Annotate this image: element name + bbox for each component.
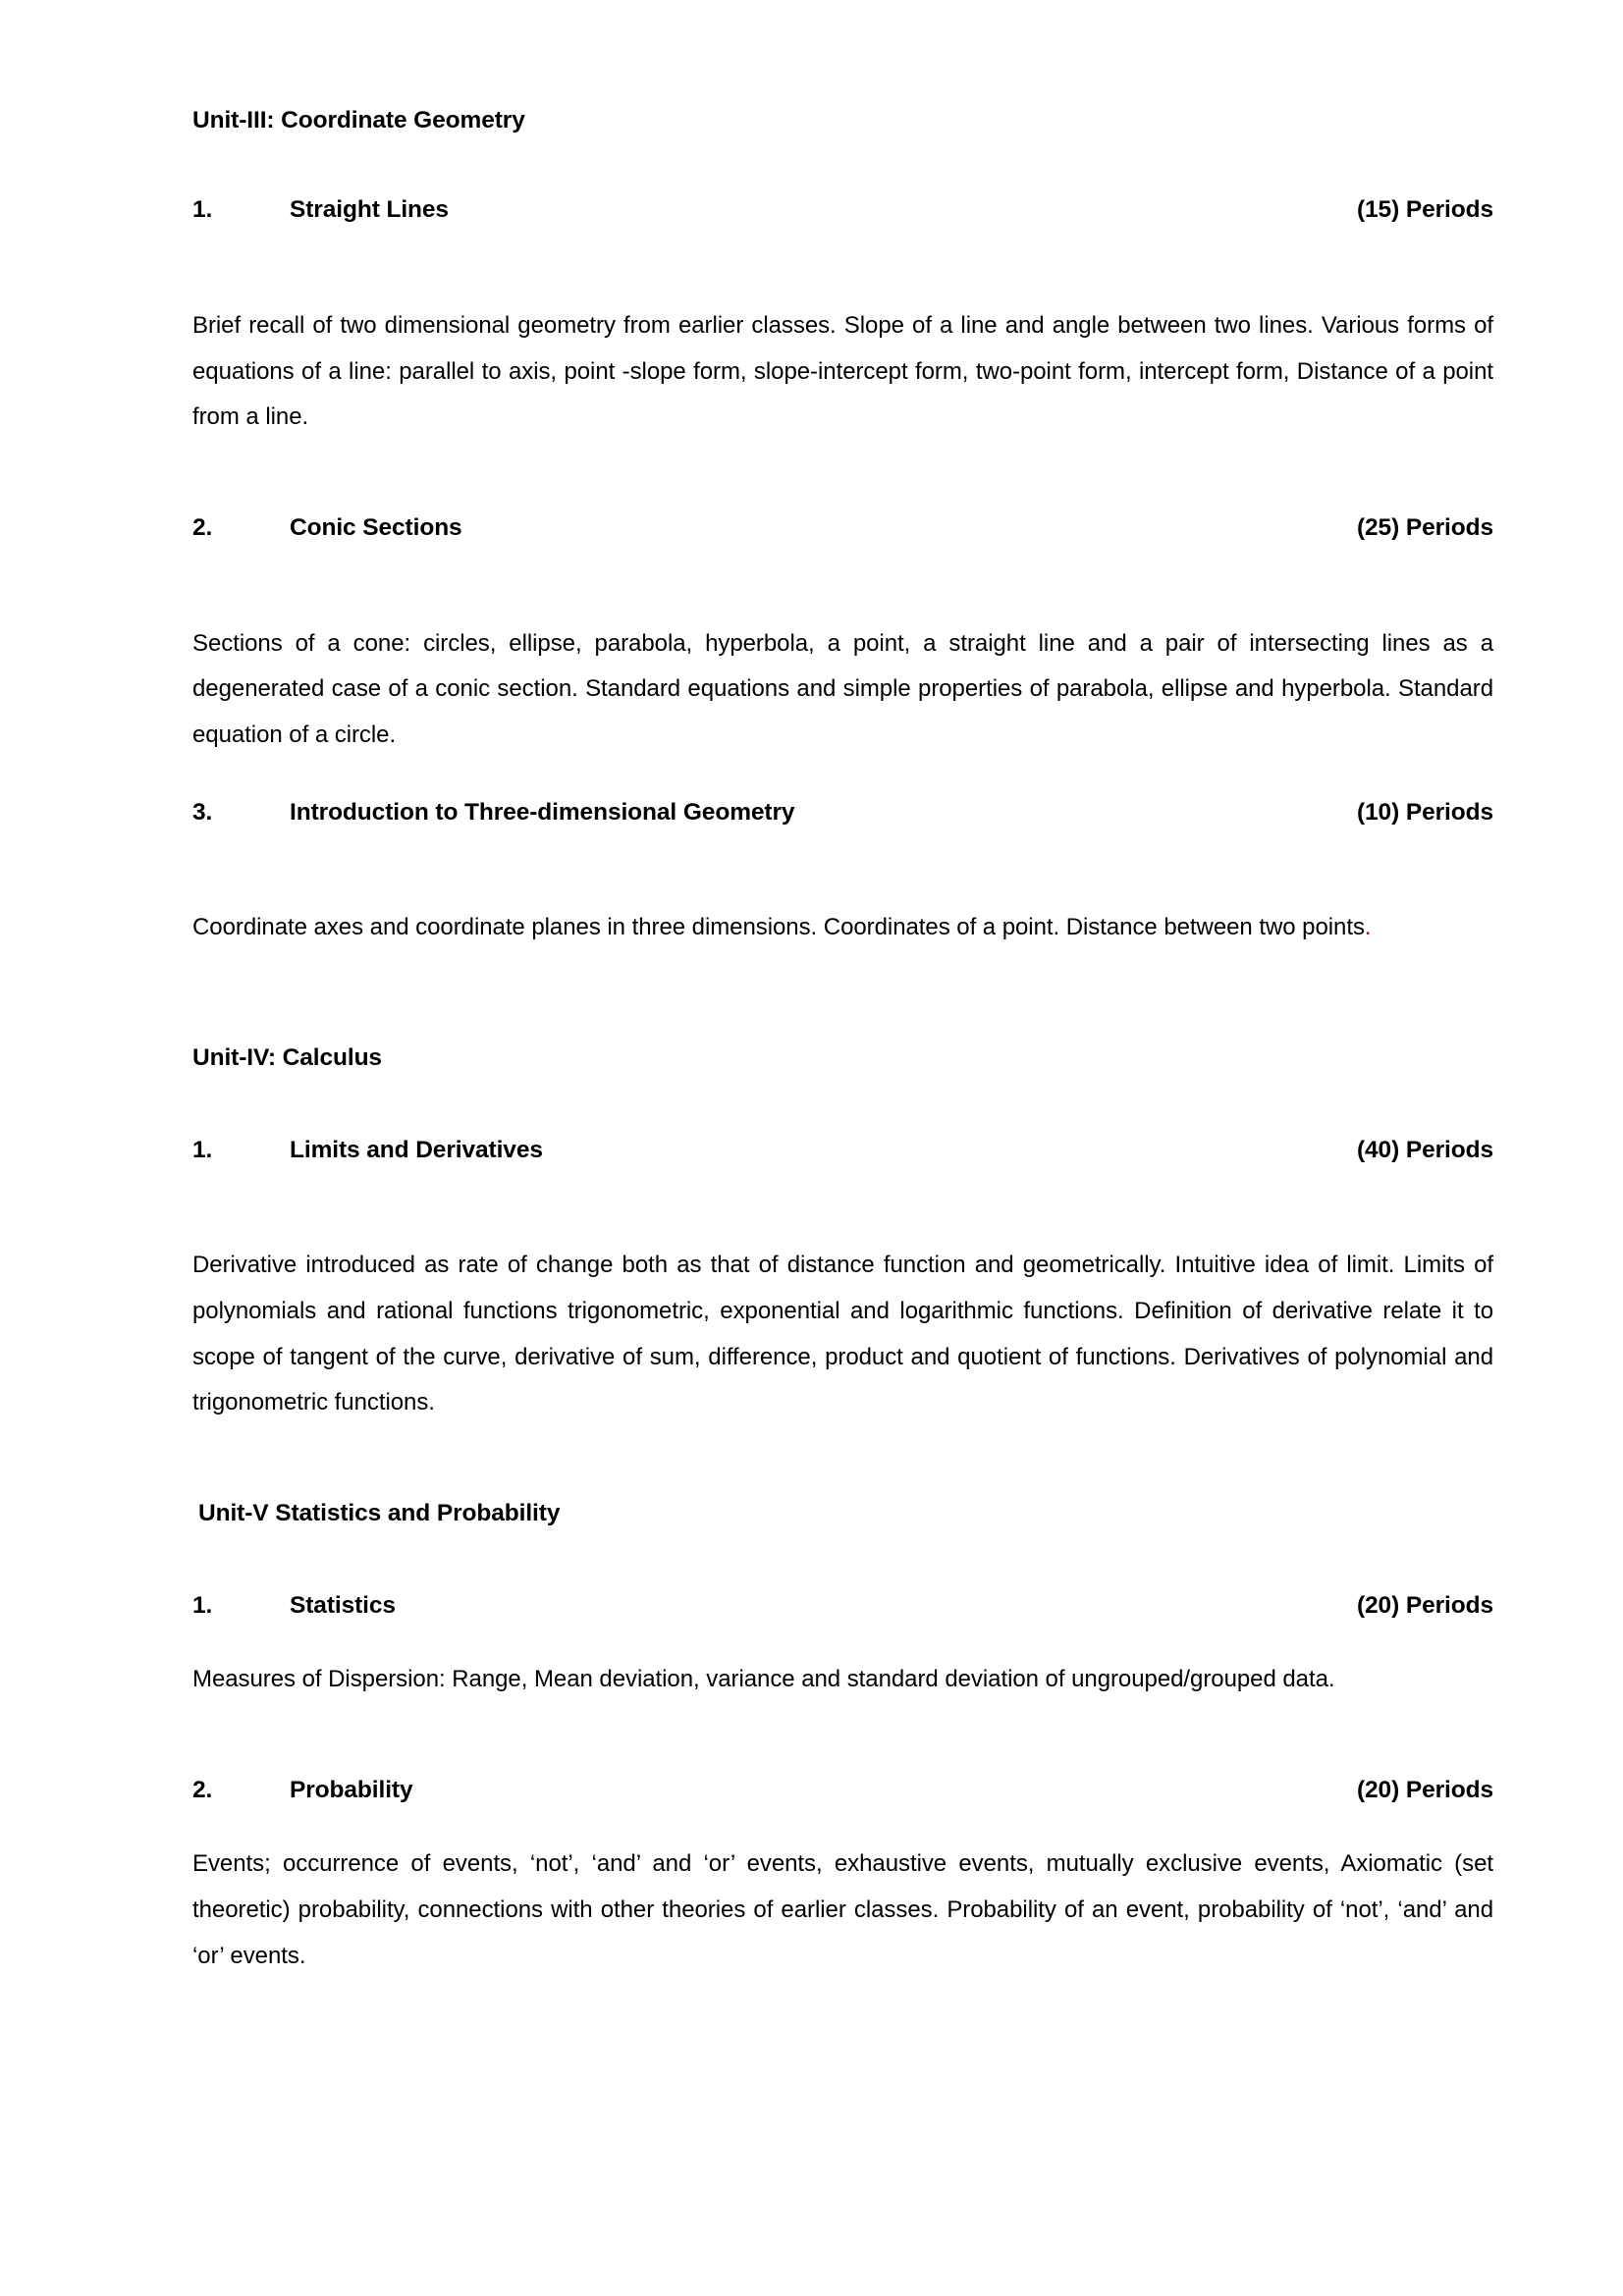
topic-periods: (10) Periods [1356, 798, 1493, 826]
topic-row-probability [192, 1776, 1493, 1804]
page-content [192, 0, 1493, 2002]
topic-periods: (40) Periods [1356, 1136, 1493, 1163]
topic-title: Conic Sections [290, 514, 462, 542]
topic-number: 1. [192, 196, 213, 224]
topic-row-limits-and-derivatives [192, 1136, 1493, 1164]
topic-body-statistics: Measures of Dispersion: Range, Mean deviation, variance and standard deviation of ungrouped/grouped data. [192, 1665, 1335, 1692]
topic-row-statistics [192, 1591, 1493, 1620]
topic-body-limits-and-derivatives: Derivative introduced as rate of change both as that of distance function and geometrically. Intuitive idea of limit. Limits of polynomials and rational functions trigonometric, exponential and logarithmic functions. Definition of derivative relate it to scope of tangent of the curve, derivative of sum, difference, product and quotient of functions. Derivatives of polynomial and trigonometric functions. [192, 1251, 1493, 1416]
topic-body-probability: Events; occurrence of events, ‘not’, ‘and’ and ‘or’ events, exhaustive events, mutually exclusive events, Axiomatic (set theoretic) probability, connections with other theories of earlier classes. Probability of an event, probability of ‘not’, ‘and’ and ‘or’ events. [192, 1850, 1493, 1969]
topic-title: Statistics [290, 1591, 396, 1619]
topic-periods: (25) Periods [1356, 514, 1493, 542]
topic-number: 3. [192, 798, 213, 826]
unit-heading-calculus: Unit-IV: Calculus [192, 1044, 382, 1072]
topic-title: Straight Lines [290, 196, 449, 224]
topic-title: Probability [290, 1776, 413, 1803]
topic-body-conic-sections: Sections of a cone: circles, ellipse, parabola, hyperbola, a point, a straight line and a pair of intersecting lines as a degenerated case of a conic section. Standard equations and simple properties of parabola, ellipse and hyperbola. Standard equation of a circle. [192, 629, 1493, 749]
topic-title: Introduction to Three-dimensional Geometry [290, 798, 795, 826]
unit-heading-coordinate-geometry: Unit-III: Coordinate Geometry [192, 107, 525, 133]
topic-row-conic-sections [192, 513, 1493, 542]
topic-number: 2. [192, 1776, 213, 1803]
topic-number: 2. [192, 514, 213, 542]
topic-body-three-dimensional-geometry [192, 905, 1493, 951]
unit-heading-statistics-and-probability: Unit-V Statistics and Probability [198, 1500, 561, 1527]
topic-body-straight-lines: Brief recall of two dimensional geometry from earlier classes. Slope of a line and angle between two lines. Various forms of equations of a line: parallel to axis, point -slope form, slope-intercept form, two-point form, intercept form, Distance of a point from a line. [192, 311, 1493, 431]
topic-number: 1. [192, 1136, 213, 1163]
red-period-mark: . [1364, 914, 1372, 941]
topic-row-three-dimensional-geometry [192, 798, 1493, 827]
body-text: Coordinate axes and coordinate planes in three dimensions. Coordinates of a point. Distance between two points [192, 914, 1365, 941]
topic-number: 1. [192, 1591, 213, 1619]
topic-periods: (20) Periods [1356, 1591, 1493, 1619]
topic-row-straight-lines [192, 195, 1493, 224]
topic-title: Limits and Derivatives [290, 1136, 543, 1163]
topic-periods: (15) Periods [1356, 196, 1493, 224]
topic-periods: (20) Periods [1356, 1776, 1493, 1803]
